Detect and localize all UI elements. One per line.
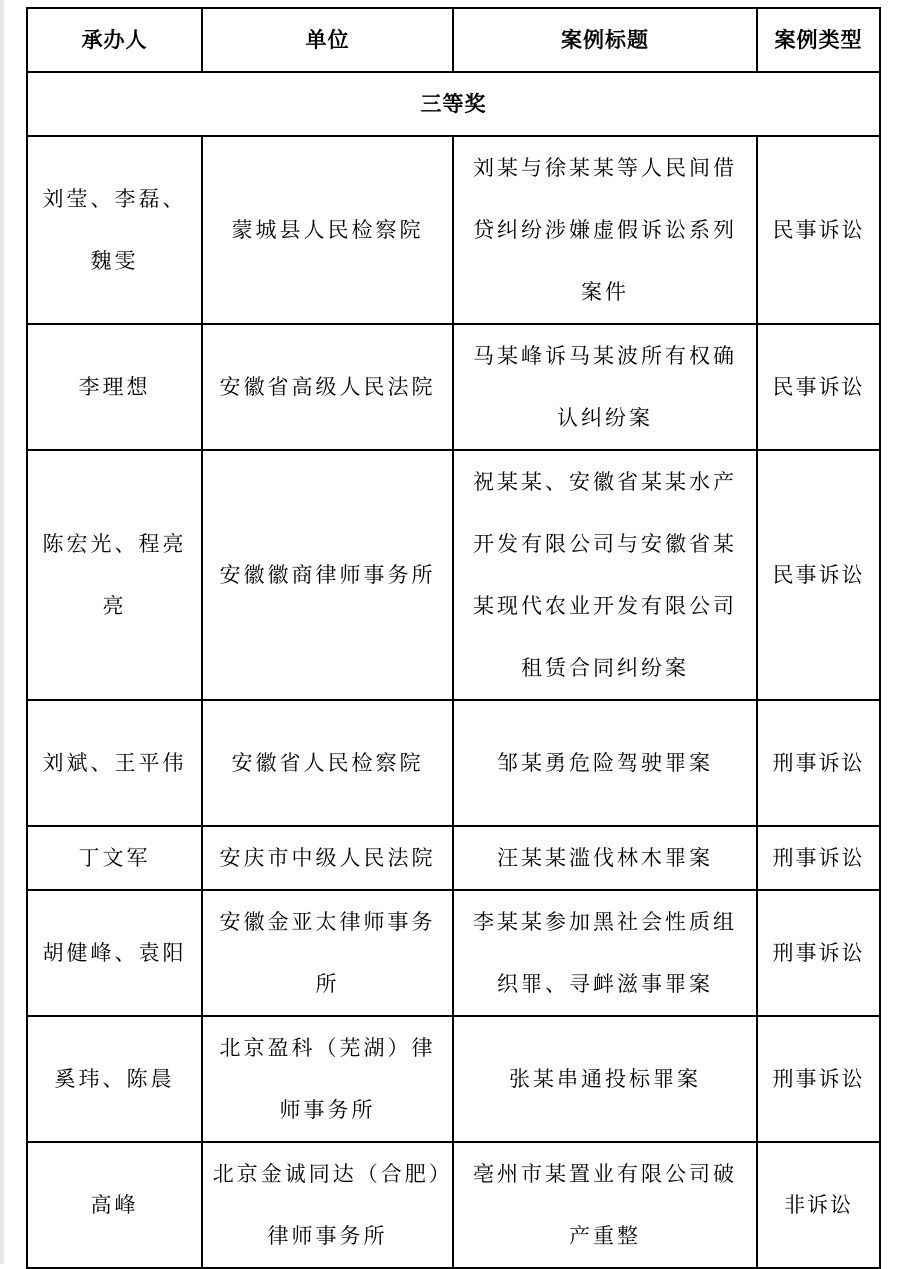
unit-cell: 安徽省高级人民法院 <box>202 324 453 450</box>
unit-cell: 安徽徽商律师事务所 <box>202 450 453 700</box>
table-row <box>27 324 880 450</box>
unit-cell: 安徽省人民检察院 <box>202 700 453 826</box>
table-row <box>27 1016 880 1142</box>
table-row <box>27 1142 880 1268</box>
unit-cell: 北京金诚同达（合肥）律师事务所 <box>202 1142 453 1268</box>
type-cell: 刑事诉讼 <box>757 700 880 826</box>
type-cell: 刑事诉讼 <box>757 890 880 1016</box>
type-cell: 非诉讼 <box>757 1142 880 1268</box>
title-cell: 张某串通投标罪案 <box>453 1016 757 1142</box>
table-row <box>27 450 880 700</box>
title-cell: 祝某某、安徽省某某水产开发有限公司与安徽省某某现代农业开发有限公司租赁合同纠纷案 <box>453 450 757 700</box>
type-cell: 刑事诉讼 <box>757 1016 880 1142</box>
handler-cell: 李理想 <box>27 324 202 450</box>
handler-cell: 刘斌、王平伟 <box>27 700 202 826</box>
handler-cell: 高峰 <box>27 1142 202 1268</box>
type-cell: 刑事诉讼 <box>757 826 880 890</box>
table-row <box>27 136 880 324</box>
handler-cell: 刘莹、李磊、魏雯 <box>27 136 202 324</box>
table-row <box>27 700 880 826</box>
table-row <box>27 890 880 1016</box>
title-cell: 刘某与徐某某等人民间借贷纠纷涉嫌虚假诉讼系列案件 <box>453 136 757 324</box>
unit-cell: 安徽金亚太律师事务所 <box>202 890 453 1016</box>
title-cell: 邹某勇危险驾驶罪案 <box>453 700 757 826</box>
unit-cell: 北京盈科（芜湖）律师事务所 <box>202 1016 453 1142</box>
type-cell: 民事诉讼 <box>757 450 880 700</box>
award-cases-table <box>26 7 881 1269</box>
handler-cell: 奚玮、陈晨 <box>27 1016 202 1142</box>
type-cell: 民事诉讼 <box>757 324 880 450</box>
page-edge <box>0 0 4 1264</box>
header-title: 案例标题 <box>453 8 757 72</box>
unit-cell: 蒙城县人民检察院 <box>202 136 453 324</box>
header-row <box>27 8 880 72</box>
award-level-row <box>27 72 880 136</box>
unit-cell: 安庆市中级人民法院 <box>202 826 453 890</box>
type-cell: 民事诉讼 <box>757 136 880 324</box>
table-row <box>27 826 880 890</box>
award-level: 三等奖 <box>27 72 880 136</box>
handler-cell: 丁文军 <box>27 826 202 890</box>
title-cell: 汪某某滥伐林木罪案 <box>453 826 757 890</box>
handler-cell: 陈宏光、程亮亮 <box>27 450 202 700</box>
title-cell: 李某某参加黑社会性质组织罪、寻衅滋事罪案 <box>453 890 757 1016</box>
header-unit: 单位 <box>202 8 453 72</box>
title-cell: 马某峰诉马某波所有权确认纠纷案 <box>453 324 757 450</box>
handler-cell: 胡健峰、袁阳 <box>27 890 202 1016</box>
title-cell: 亳州市某置业有限公司破产重整 <box>453 1142 757 1268</box>
header-type: 案例类型 <box>757 8 880 72</box>
header-handler: 承办人 <box>27 8 202 72</box>
